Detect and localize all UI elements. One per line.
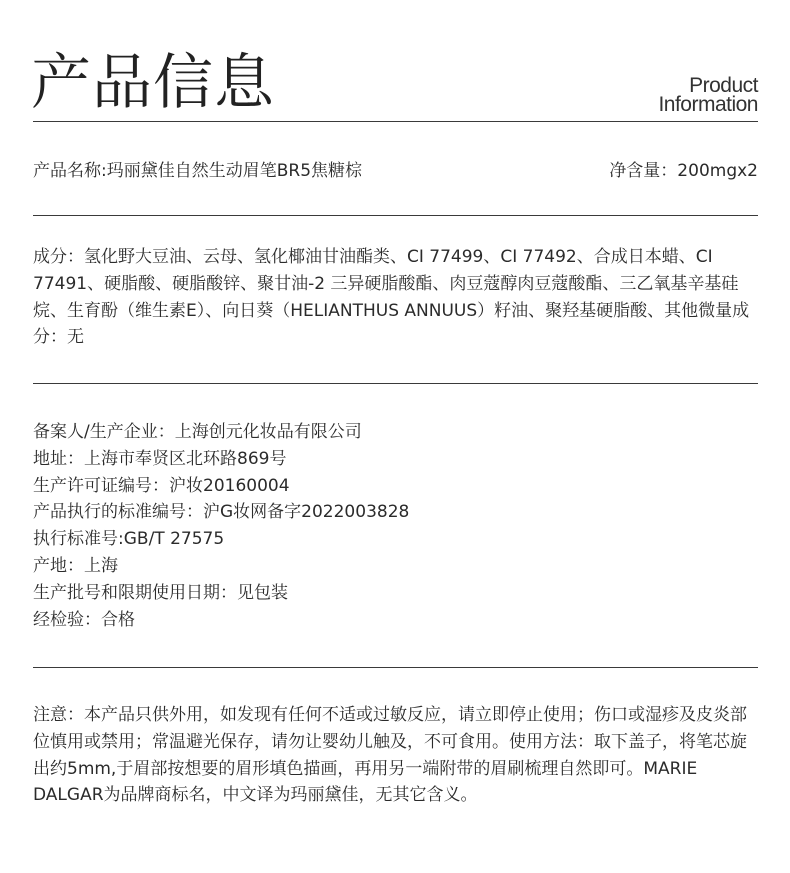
- detail-line: 产地：上海: [33, 555, 118, 576]
- detail-line: 生产批号和限期使用日期：见包装: [33, 582, 288, 603]
- page-title: 产品信息: [31, 48, 275, 118]
- detail-line: 备案人/生产企业：上海创元化妆品有限公司: [33, 422, 362, 442]
- divider-1: [33, 215, 758, 216]
- net-content: 净含量：200mgx2: [609, 161, 758, 181]
- details-list: [33, 419, 755, 633]
- detail-line: 产品执行的标准编号：沪G妆网备字2022003828: [33, 502, 410, 523]
- title-en-line1: Product: [689, 74, 758, 97]
- divider-3: [33, 667, 758, 668]
- product-name: 产品名称:玛丽黛佳自然生动眉笔BR5焦糖棕: [33, 161, 363, 181]
- divider-header: [33, 121, 758, 122]
- page-title-english: [658, 76, 758, 114]
- detail-line: 经检验：合格: [33, 609, 135, 630]
- detail-line: 地址：上海市奉贤区北环路869号: [33, 448, 287, 469]
- title-en-line2: Information: [658, 93, 758, 116]
- divider-2: [33, 383, 758, 384]
- detail-line: 执行标准号:GB/T 27575: [33, 529, 225, 550]
- ingredients-text: 成分：氢化野大豆油、云母、氢化椰油甘油酯类、CI 77499、CI 77492、合成日本蜡、CI 77491、硬脂酸、硬脂酸锌、聚甘油-2 三异硬脂酸酯、肉豆蔻醇肉豆蔻酸酯、三乙氧基辛基硅烷、生育酚（维生素E）、向日葵（HELIANTHUS ANNUUS）籽油、聚羟基硬脂酸、其他微量成分：无: [33, 247, 750, 348]
- detail-line: 生产许可证编号：沪妆20160004: [33, 475, 290, 496]
- product-row: [33, 159, 758, 183]
- notice-text: 注意：本产品只供外用，如发现有任何不适或过敏反应，请立即停止使用；伤口或湿疹及皮炎部位慎用或禁用；常温避光保存，请勿让婴幼儿触及，不可食用。使用方法：取下盖子，将笔芯旋出约5mm,于眉部按想要的眉形填色描画，再用另一端附带的眉刷梳理自然即可。MARIE DALGAR为品牌商标名，中文译为玛丽黛佳，无其它含义。: [33, 705, 747, 806]
